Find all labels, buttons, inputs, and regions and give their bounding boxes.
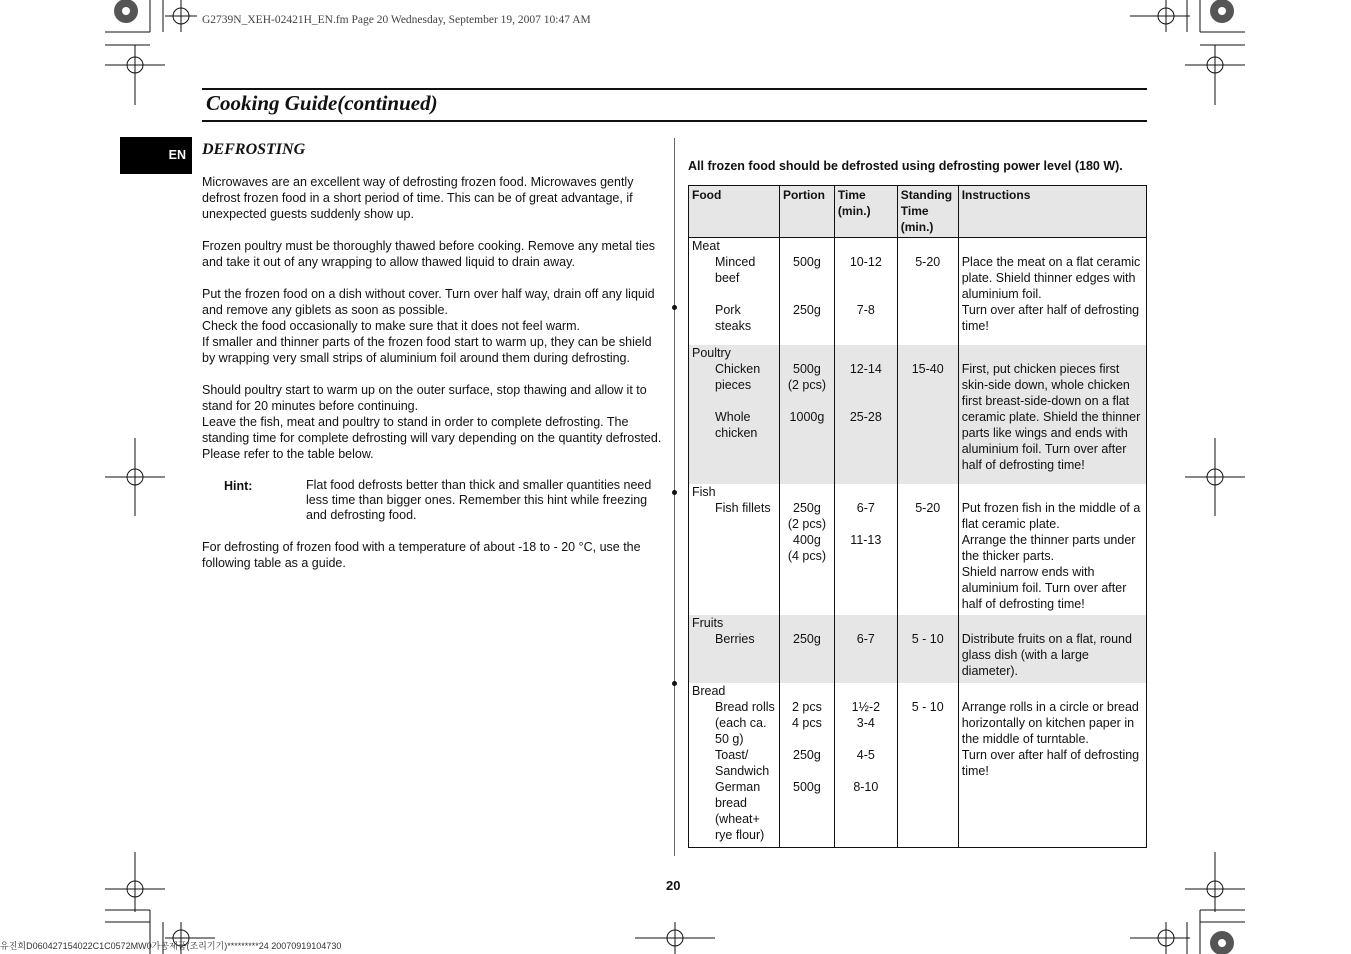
paragraph: Frozen poultry must be thoroughly thawed before cooking. Remove any metal ties and take it out of any wrapping to allow thawed liquid to drain away. <box>202 239 656 269</box>
page-title: Cooking Guide(continued) <box>206 91 438 115</box>
table-row-bread <box>689 683 1147 848</box>
portion-cell: 250g (2 pcs) 400g (4 pcs) <box>779 484 834 615</box>
paragraph: Check the food occasionally to make sure that it does not feel warm. <box>202 319 580 333</box>
instructions-cell: Place the meat on a flat ceramic plate. Shield thinner edges with aluminium foil. Turn over after half of defrosting time! <box>958 238 1146 346</box>
header-standing-time: Standing Time (min.) <box>897 186 958 238</box>
table-header-row <box>689 186 1147 238</box>
food-cell: Meat Minced beef Pork steaks <box>689 238 780 346</box>
paragraph: Microwaves are an excellent way of defrosting frozen food. Microwaves gently defrost frozen food in a short period of time. This can be of great advantage, if unexpected guests suddenly show up. <box>202 175 634 221</box>
table-intro: All frozen food should be defrosted using defrosting power level (180 W). <box>688 159 1123 173</box>
standing-cell: 15-40 <box>897 345 958 484</box>
food-cell: Bread Bread rolls (each ca. 50 g) Toast/ Sandwich German bread (wheat+ rye flour) <box>689 683 780 848</box>
food-cell: Fruits Berries <box>689 615 780 683</box>
hint-label: Hint: <box>224 479 253 493</box>
paragraph: For defrosting of frozen food with a temperature of about -18 to - 20 °C, use the following table as a guide. <box>202 540 641 570</box>
hint-text: Flat food defrosts better than thick and smaller quantities need less time than bigger ones. Remember this hint while freezing and defrosting food. <box>306 478 652 522</box>
time-cell: 6-7 <box>834 615 897 683</box>
paragraph: Leave the fish, meat and poultry to stand in order to complete defrosting. The standing time for complete defrosting will vary depending on the quantity defrosted. Please refer to the table below. <box>202 415 662 461</box>
instructions-cell: Arrange rolls in a circle or bread horizontally on kitchen paper in the middle of turntable. Turn over after half of defrosting time! <box>958 683 1146 848</box>
body-text <box>202 174 662 587</box>
bullet-mark <box>672 490 677 495</box>
header-portion: Portion <box>779 186 834 238</box>
paragraph: Put the frozen food on a dish without cover. Turn over half way, drain off any liquid and remove any giblets as soon as possible. <box>202 287 655 317</box>
language-tab-label: EN <box>168 148 186 162</box>
portion-cell: 250g <box>779 615 834 683</box>
title-rule-top <box>202 88 1147 90</box>
bullet-mark <box>672 305 677 310</box>
time-cell: 10-12 7-8 <box>834 238 897 346</box>
standing-cell: 5 - 10 <box>897 683 958 848</box>
file-meta-header: G2739N_XEH-02421H_EN.fm Page 20 Wednesday, September 19, 2007 10:47 AM <box>202 14 591 26</box>
table-row-fruits <box>689 615 1147 683</box>
portion-cell: 2 pcs 4 pcs 250g 500g <box>779 683 834 848</box>
language-tab <box>120 137 192 174</box>
food-cell: Fish Fish fillets <box>689 484 780 615</box>
instructions-cell: First, put chicken pieces first skin-side down, whole chicken first breast-side-down on a flat ceramic plate. Shield the thinner parts like wings and ends with aluminium foil. Turn over after half of defrosting time! <box>958 345 1146 484</box>
instructions-cell: Put frozen fish in the middle of a flat ceramic plate. Arrange the thinner parts under the thicker parts. Shield narrow ends with aluminium foil. Turn over after half of defrosting time! <box>958 484 1146 615</box>
footer-meta: 유진희D060427154022C1C0572MW0가공제품(조리기기)*********24 20070919104730 <box>0 941 342 951</box>
header-instructions: Instructions <box>958 186 1146 238</box>
portion-cell: 500g 250g <box>779 238 834 346</box>
time-cell: 1½-2 3-4 4-5 8-10 <box>834 683 897 848</box>
time-cell: 6-7 11-13 <box>834 484 897 615</box>
hint-block <box>202 478 662 523</box>
instructions-cell: Distribute fruits on a flat, round glass dish (with a large diameter). <box>958 615 1146 683</box>
section-heading: DEFROSTING <box>202 141 306 158</box>
column-divider <box>674 138 675 856</box>
table-row-meat <box>689 238 1147 346</box>
table-row-fish <box>689 484 1147 615</box>
standing-cell: 5-20 <box>897 484 958 615</box>
header-food: Food <box>689 186 780 238</box>
food-cell: Poultry Chicken pieces Whole chicken <box>689 345 780 484</box>
standing-cell: 5-20 <box>897 238 958 346</box>
bullet-mark <box>672 681 677 686</box>
title-rule-bottom <box>202 120 1147 122</box>
header-time: Time (min.) <box>834 186 897 238</box>
paragraph: Should poultry start to warm up on the outer surface, stop thawing and allow it to stand for 20 minutes before continuing. <box>202 383 647 413</box>
defrosting-table <box>688 185 1147 848</box>
page-number: 20 <box>666 878 681 893</box>
table-row-poultry <box>689 345 1147 484</box>
paragraph: If smaller and thinner parts of the frozen food start to warm up, they can be shield by wrapping very small strips of aluminium foil around them during defrosting. <box>202 335 652 365</box>
standing-cell: 5 - 10 <box>897 615 958 683</box>
portion-cell: 500g (2 pcs) 1000g <box>779 345 834 484</box>
time-cell: 12-14 25-28 <box>834 345 897 484</box>
